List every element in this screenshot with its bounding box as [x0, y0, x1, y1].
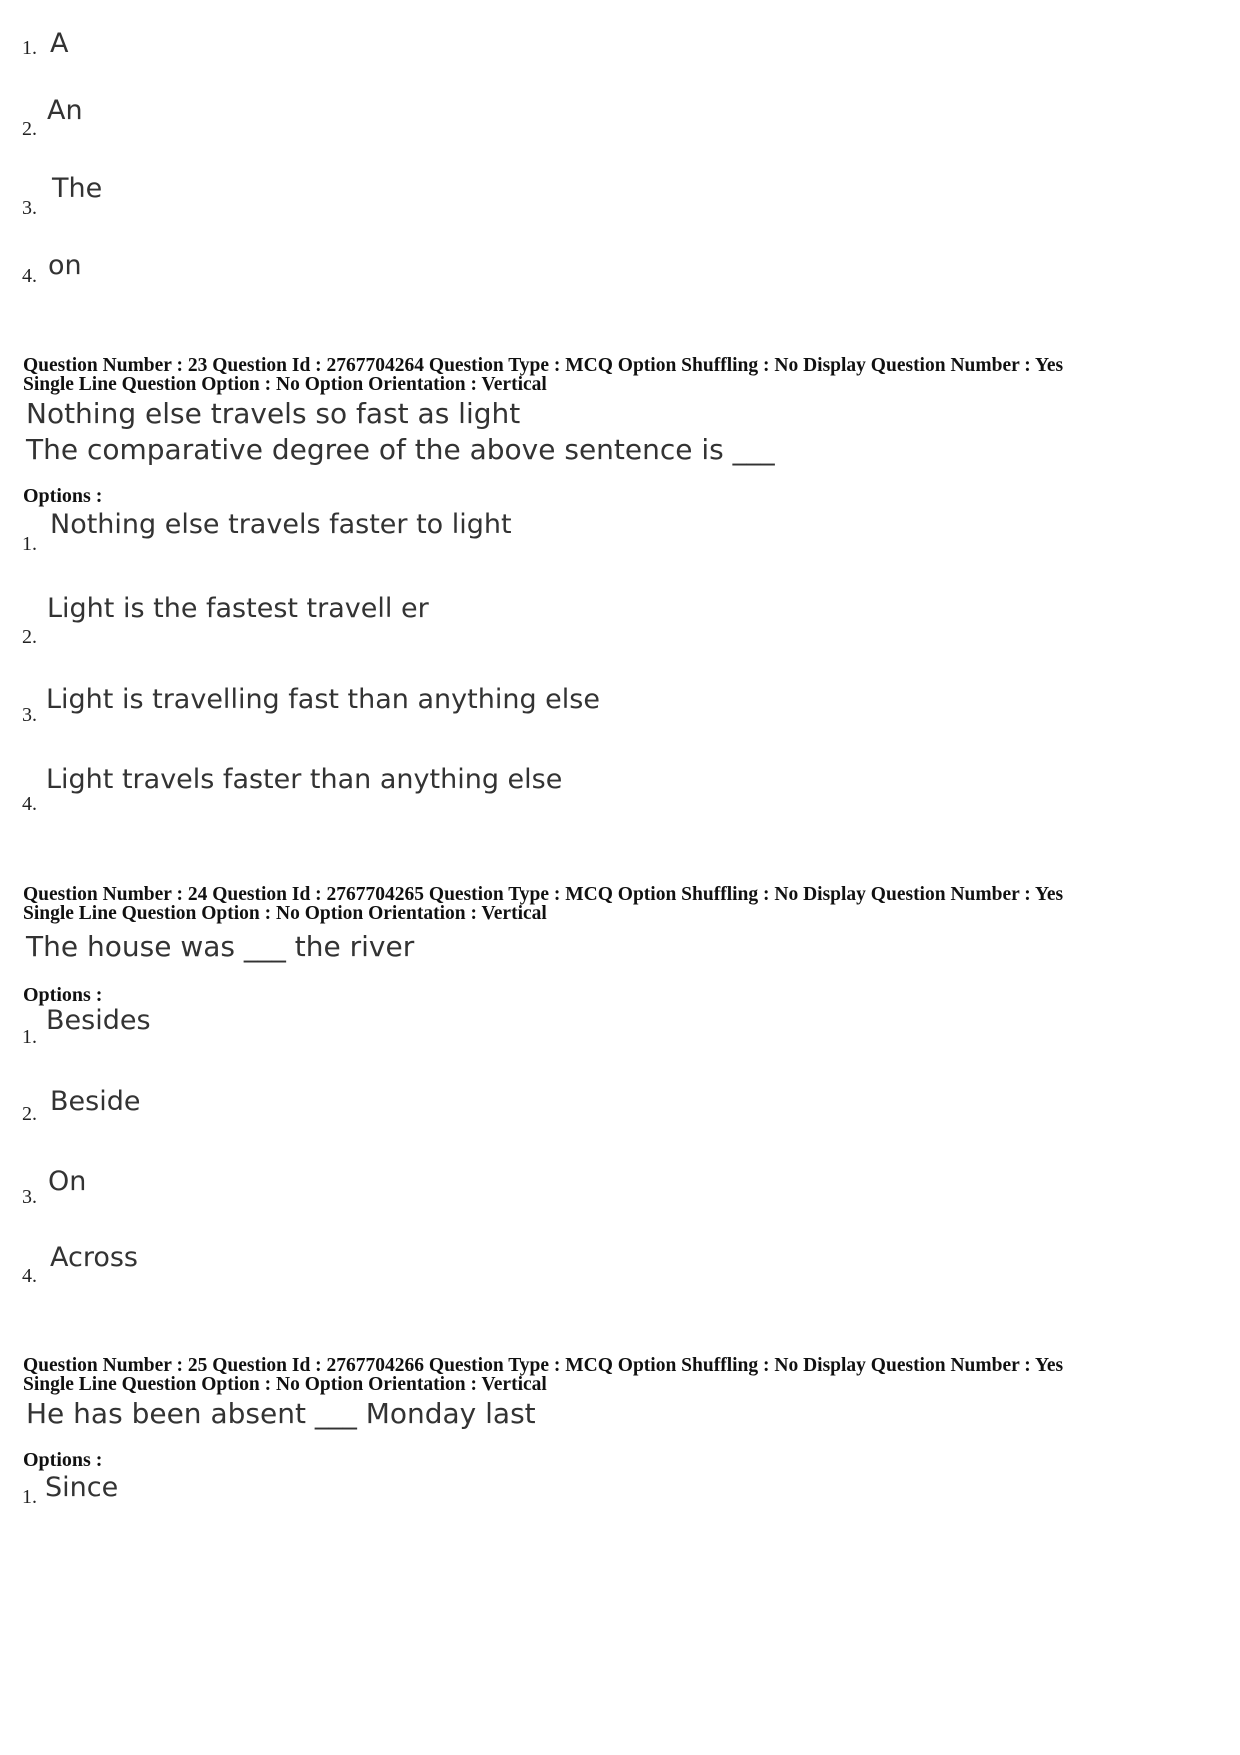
- option-text: Beside: [50, 1086, 141, 1117]
- option-text: Nothing else travels faster to light: [50, 509, 512, 540]
- options-label: Options :: [23, 984, 103, 1006]
- question-meta-line1: Question Number : 23 Question Id : 2767704264 Question Type : MCQ Option Shuffling : No Display Question Number : Yes: [23, 355, 1064, 376]
- option-text: Across: [50, 1242, 139, 1273]
- option-number: 4.: [22, 265, 37, 287]
- option-number: 1.: [22, 1486, 37, 1508]
- option-number: 3.: [22, 1186, 37, 1208]
- option-text: Light is travelling fast than anything else: [46, 684, 600, 715]
- question-meta-line2: Single Line Question Option : No Option Orientation : Vertical: [23, 903, 547, 924]
- option-number: 1.: [22, 533, 37, 555]
- question-text: The comparative degree of the above sentence is ___: [26, 433, 775, 466]
- option-number: 2.: [22, 118, 37, 140]
- question-meta-line1: Question Number : 25 Question Id : 2767704266 Question Type : MCQ Option Shuffling : No Display Question Number : Yes: [23, 1355, 1064, 1376]
- option-number: 1.: [22, 37, 37, 59]
- option-text: A: [50, 28, 69, 59]
- option-number: 2.: [22, 1103, 37, 1125]
- option-text: Since: [45, 1472, 119, 1503]
- option-text: On: [48, 1166, 87, 1197]
- options-label: Options :: [23, 1449, 103, 1471]
- option-text: An: [47, 95, 83, 126]
- option-text: The: [52, 173, 103, 204]
- option-number: 2.: [22, 626, 37, 648]
- question-meta-line2: Single Line Question Option : No Option Orientation : Vertical: [23, 374, 547, 395]
- option-number: 4.: [22, 793, 37, 815]
- option-text: Besides: [46, 1005, 151, 1036]
- question-text: He has been absent ___ Monday last: [26, 1397, 536, 1430]
- option-text: Light travels faster than anything else: [46, 764, 563, 795]
- options-label: Options :: [23, 485, 103, 507]
- option-text: on: [48, 250, 82, 281]
- option-text: Light is the fastest travell er: [47, 593, 429, 624]
- option-number: 3.: [22, 197, 37, 219]
- question-text: Nothing else travels so fast as light: [26, 397, 521, 430]
- option-number: 3.: [22, 704, 37, 726]
- question-meta-line1: Question Number : 24 Question Id : 2767704265 Question Type : MCQ Option Shuffling : No Display Question Number : Yes: [23, 884, 1064, 905]
- question-meta-line2: Single Line Question Option : No Option Orientation : Vertical: [23, 1374, 547, 1395]
- question-text: The house was ___ the river: [26, 930, 415, 963]
- option-number: 4.: [22, 1265, 37, 1287]
- option-number: 1.: [22, 1026, 37, 1048]
